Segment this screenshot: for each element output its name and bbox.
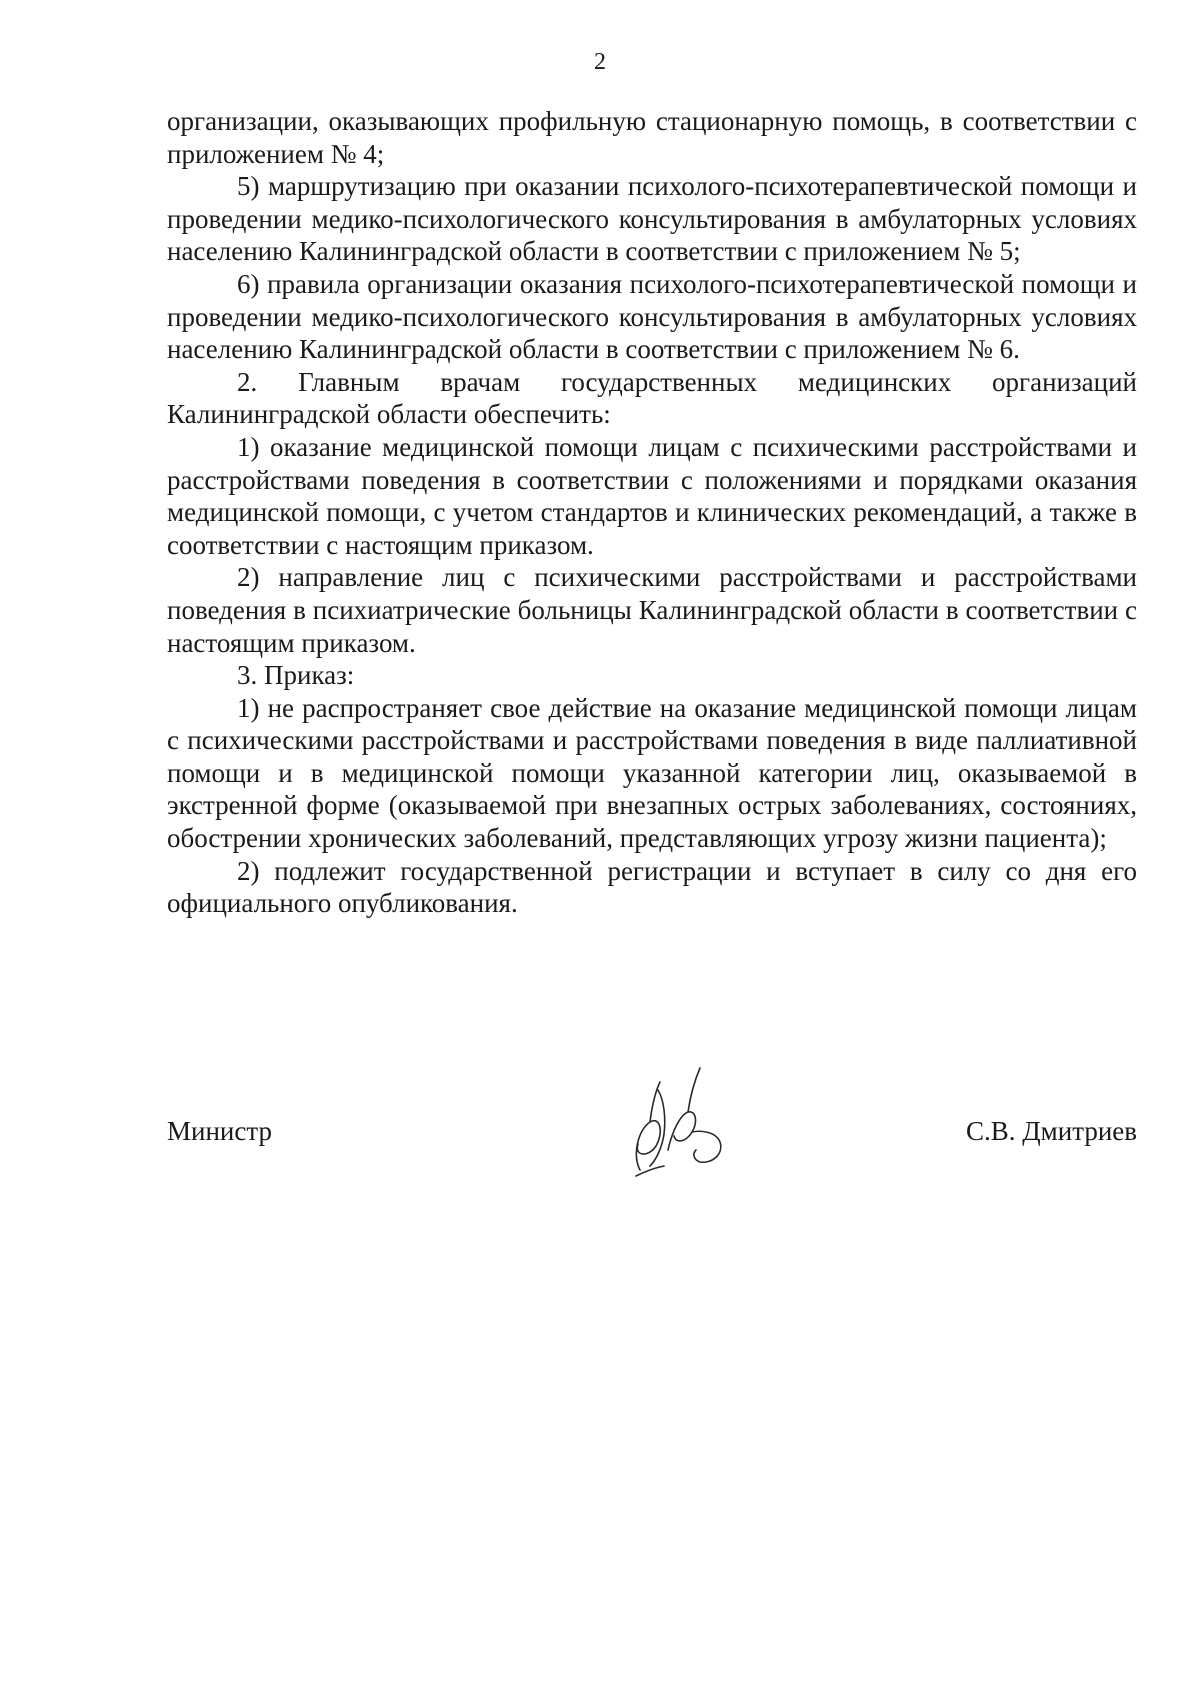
paragraph-appendix-4: организации, оказывающих профильную стационарную помощь, в соответствии с приложением № 4; [167,106,1137,169]
paragraph-section-2-item-1: 1) оказание медицинской помощи лицам с психическими расстройствами и расстройствами поведения в соответствии с положениями и порядками оказания медицинской помощи, с учетом стандартов и клинических рекомендаций, а также в соответствии с настоящим приказом. [167,431,1137,560]
paragraph-section-2: 2. Главным врачам государственных медицинских организаций Калининградской области обеспечить: [167,366,1137,430]
paragraph-section-2-item-2: 2) направление лиц с психическими расстройствами и расстройствами поведения в психиатрические больницы Калининградской области в соответствии с настоящим приказом. [167,562,1137,658]
paragraph-section-3-item-2: 2) подлежит государственной регистрации и вступает в силу со дня его официального опубликования. [167,855,1137,919]
paragraph-item-5: 5) маршрутизацию при оказании психолого-психотерапевтической помощи и проведении медико-психологического консультирования в амбулаторных условиях населению Калининградской области в соответствии с приложением № 5; [167,171,1137,267]
signatory-title: Министр [167,1116,272,1146]
paragraph-section-3: 3. Приказ: [237,660,355,691]
paragraph-section-3-item-1: 1) не распространяет свое действие на оказание медицинской помощи лицам с психическими расстройствами и расстройствами поведения в виде паллиативной помощи и в медицинской помощи указанной категории лиц, оказываемой в экстренной форме (оказываемой при внезапных острых заболеваниях, состояниях, обострении хронических заболеваний, представляющих угрозу жизни пациента); [167,692,1137,854]
page-number: 2 [594,49,606,75]
signatory-name: С.В. Дмитриев [965,1116,1137,1146]
handwritten-signature [620,1060,740,1180]
paragraph-item-6: 6) правила организации оказания психолого-психотерапевтической помощи и проведении медико-психологического консультирования в амбулаторных условиях населению Калининградской области в соответствии с приложением № 6. [167,268,1137,365]
document-body [167,105,1137,920]
